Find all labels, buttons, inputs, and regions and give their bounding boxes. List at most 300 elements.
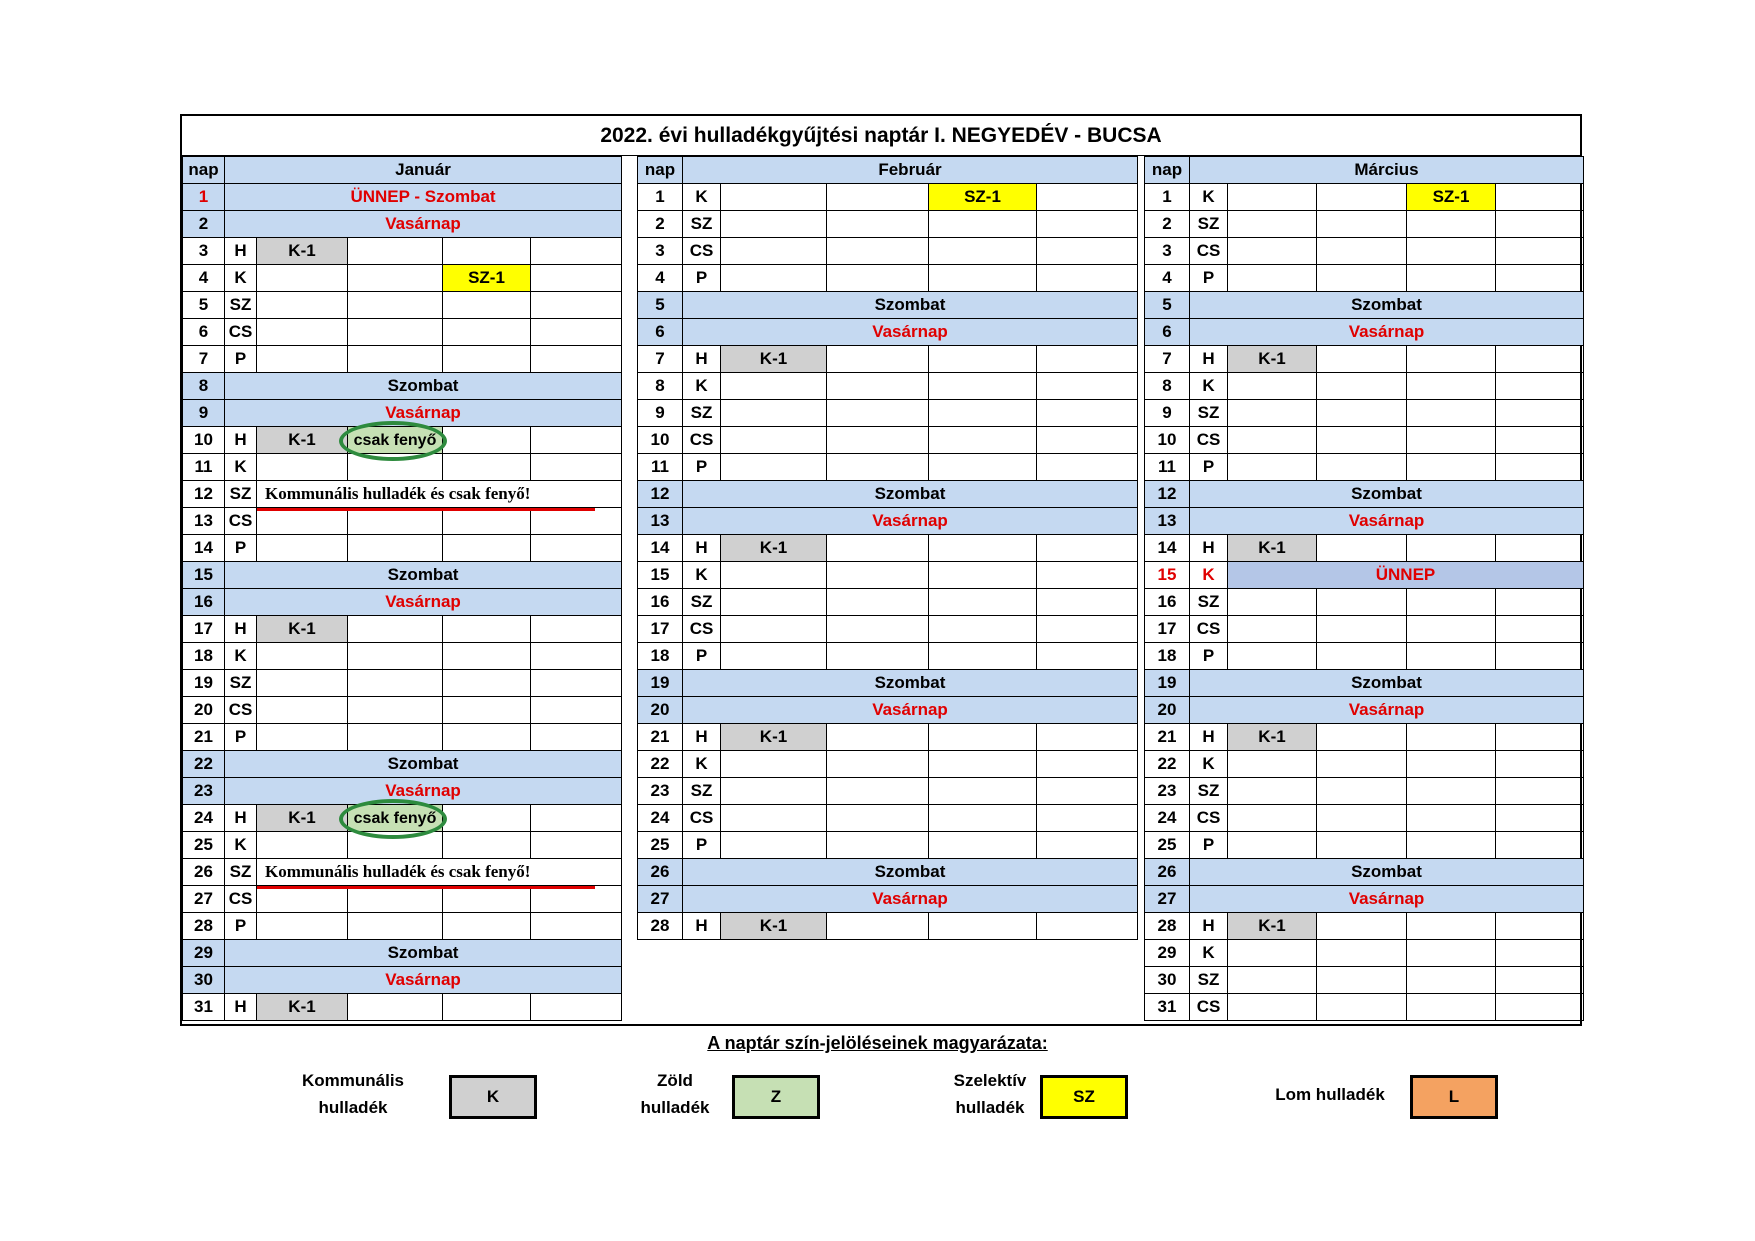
empty-cell bbox=[1317, 400, 1407, 427]
weekday-code: CS bbox=[1190, 616, 1228, 643]
day-number: 7 bbox=[638, 346, 683, 373]
weekday-code: P bbox=[683, 643, 721, 670]
day-number: 9 bbox=[1145, 400, 1190, 427]
day-number: 24 bbox=[183, 805, 225, 832]
empty-cell bbox=[348, 697, 443, 724]
day-number: 3 bbox=[183, 238, 225, 265]
day-row bbox=[183, 751, 622, 778]
day-row bbox=[638, 211, 1138, 238]
empty-cell bbox=[1496, 346, 1584, 373]
day-number: 22 bbox=[1145, 751, 1190, 778]
empty-cell bbox=[1407, 265, 1496, 292]
empty-cell bbox=[1496, 913, 1584, 940]
empty-cell bbox=[443, 454, 531, 481]
empty-cell bbox=[531, 913, 622, 940]
day-row bbox=[638, 859, 1138, 886]
weekend-label: Vasárnap bbox=[225, 778, 622, 805]
day-number: 21 bbox=[638, 724, 683, 751]
day-row bbox=[183, 589, 622, 616]
day-row bbox=[638, 886, 1138, 913]
empty-cell bbox=[1407, 913, 1496, 940]
empty-cell bbox=[257, 670, 348, 697]
day-row bbox=[1145, 292, 1584, 319]
empty-cell bbox=[1228, 805, 1317, 832]
empty-cell bbox=[1228, 940, 1317, 967]
empty-cell bbox=[531, 346, 622, 373]
empty-cell bbox=[827, 805, 929, 832]
weekday-code: P bbox=[1190, 832, 1228, 859]
weekday-code: K bbox=[683, 562, 721, 589]
day-row bbox=[183, 886, 622, 913]
weekend-label: Vasárnap bbox=[683, 508, 1138, 535]
empty-cell bbox=[1317, 211, 1407, 238]
day-row bbox=[183, 238, 622, 265]
empty-cell bbox=[1228, 589, 1317, 616]
day-row bbox=[638, 589, 1138, 616]
collection-cell: SZ-1 bbox=[1407, 184, 1496, 211]
day-row bbox=[1145, 589, 1584, 616]
weekend-label: Szombat bbox=[1190, 292, 1584, 319]
empty-cell bbox=[1496, 265, 1584, 292]
empty-cell bbox=[1407, 211, 1496, 238]
collection-cell: K-1 bbox=[257, 805, 348, 832]
empty-cell bbox=[1228, 238, 1317, 265]
weekday-code: CS bbox=[225, 697, 257, 724]
day-number: 27 bbox=[183, 886, 225, 913]
weekday-code: SZ bbox=[1190, 967, 1228, 994]
empty-cell bbox=[531, 292, 622, 319]
day-number: 12 bbox=[183, 481, 225, 508]
day-number: 24 bbox=[1145, 805, 1190, 832]
empty-cell bbox=[1407, 589, 1496, 616]
day-number: 16 bbox=[183, 589, 225, 616]
weekday-code: K bbox=[225, 832, 257, 859]
empty-cell bbox=[1228, 616, 1317, 643]
empty-cell bbox=[531, 643, 622, 670]
weekday-code: SZ bbox=[225, 292, 257, 319]
weekday-code: SZ bbox=[1190, 211, 1228, 238]
empty-cell bbox=[721, 778, 827, 805]
day-row bbox=[638, 319, 1138, 346]
empty-cell bbox=[1317, 265, 1407, 292]
empty-cell bbox=[348, 454, 443, 481]
weekday-code: K bbox=[1190, 562, 1228, 589]
empty-cell bbox=[1228, 751, 1317, 778]
empty-cell bbox=[929, 724, 1037, 751]
day-number: 23 bbox=[183, 778, 225, 805]
empty-cell bbox=[443, 805, 531, 832]
empty-cell bbox=[1407, 994, 1496, 1021]
day-number: 23 bbox=[1145, 778, 1190, 805]
empty-cell bbox=[257, 319, 348, 346]
empty-cell bbox=[1407, 346, 1496, 373]
empty-cell bbox=[929, 643, 1037, 670]
empty-cell bbox=[1037, 346, 1138, 373]
day-number: 12 bbox=[638, 481, 683, 508]
day-row bbox=[1145, 886, 1584, 913]
day-row bbox=[183, 859, 622, 886]
empty-cell bbox=[1496, 184, 1584, 211]
day-number: 10 bbox=[183, 427, 225, 454]
day-number: 16 bbox=[638, 589, 683, 616]
empty-cell bbox=[257, 643, 348, 670]
empty-cell bbox=[531, 670, 622, 697]
empty-cell bbox=[348, 535, 443, 562]
note-wrapper bbox=[257, 859, 621, 885]
day-row bbox=[1145, 211, 1584, 238]
month-name: Március bbox=[1190, 157, 1584, 184]
empty-cell bbox=[348, 616, 443, 643]
empty-cell bbox=[257, 697, 348, 724]
empty-cell bbox=[531, 724, 622, 751]
empty-cell bbox=[443, 643, 531, 670]
weekend-label: Szombat bbox=[1190, 670, 1584, 697]
day-number: 31 bbox=[183, 994, 225, 1021]
day-number: 18 bbox=[1145, 643, 1190, 670]
empty-cell bbox=[827, 724, 929, 751]
weekday-code: P bbox=[225, 535, 257, 562]
empty-cell bbox=[1496, 238, 1584, 265]
weekday-code: H bbox=[225, 616, 257, 643]
legend-swatch: L bbox=[1410, 1075, 1498, 1119]
day-number: 5 bbox=[183, 292, 225, 319]
empty-cell bbox=[1407, 778, 1496, 805]
day-row bbox=[183, 832, 622, 859]
weekday-code: H bbox=[225, 994, 257, 1021]
empty-cell bbox=[1317, 913, 1407, 940]
collection-cell: K-1 bbox=[1228, 913, 1317, 940]
empty-cell bbox=[348, 724, 443, 751]
legend-label-line1: Kommunális bbox=[301, 1071, 405, 1090]
empty-cell bbox=[443, 670, 531, 697]
empty-cell bbox=[1496, 400, 1584, 427]
day-number: 13 bbox=[638, 508, 683, 535]
weekday-code: H bbox=[1190, 724, 1228, 751]
day-row bbox=[1145, 346, 1584, 373]
empty-cell bbox=[443, 616, 531, 643]
empty-cell bbox=[1317, 427, 1407, 454]
day-row bbox=[183, 427, 622, 454]
empty-cell bbox=[1037, 373, 1138, 400]
collection-cell: K-1 bbox=[721, 724, 827, 751]
empty-cell bbox=[1496, 832, 1584, 859]
empty-cell bbox=[929, 427, 1037, 454]
day-row bbox=[1145, 319, 1584, 346]
day-number: 18 bbox=[183, 643, 225, 670]
day-number: 28 bbox=[183, 913, 225, 940]
column-header-nap: nap bbox=[183, 157, 225, 184]
empty-cell bbox=[348, 670, 443, 697]
day-number: 26 bbox=[1145, 859, 1190, 886]
empty-cell bbox=[1496, 643, 1584, 670]
day-row bbox=[183, 319, 622, 346]
day-number: 17 bbox=[183, 616, 225, 643]
column-header-nap: nap bbox=[1145, 157, 1190, 184]
legend-label-line1: Szelektív bbox=[953, 1071, 1027, 1090]
empty-cell bbox=[443, 724, 531, 751]
calendar-sheet bbox=[180, 114, 1582, 1026]
weekend-label: Vasárnap bbox=[1190, 508, 1584, 535]
day-row bbox=[1145, 697, 1584, 724]
empty-cell bbox=[1407, 616, 1496, 643]
day-row bbox=[1145, 994, 1584, 1021]
empty-cell bbox=[827, 238, 929, 265]
weekend-label: Vasárnap bbox=[683, 697, 1138, 724]
day-row bbox=[638, 616, 1138, 643]
day-number: 29 bbox=[1145, 940, 1190, 967]
empty-cell bbox=[1037, 265, 1138, 292]
empty-cell bbox=[1407, 724, 1496, 751]
empty-cell bbox=[1228, 211, 1317, 238]
weekday-code: H bbox=[683, 913, 721, 940]
legend-label-line2: hulladék bbox=[955, 1098, 1025, 1117]
empty-cell bbox=[1496, 454, 1584, 481]
weekend-label: Vasárnap bbox=[225, 589, 622, 616]
empty-cell bbox=[721, 643, 827, 670]
empty-cell bbox=[827, 778, 929, 805]
empty-cell bbox=[531, 697, 622, 724]
empty-cell bbox=[1407, 751, 1496, 778]
empty-cell bbox=[1407, 643, 1496, 670]
weekday-code: CS bbox=[225, 508, 257, 535]
empty-cell bbox=[721, 805, 827, 832]
day-number: 19 bbox=[638, 670, 683, 697]
empty-cell bbox=[257, 724, 348, 751]
weekend-label: Szombat bbox=[1190, 481, 1584, 508]
day-number: 21 bbox=[183, 724, 225, 751]
day-row bbox=[183, 805, 622, 832]
day-row bbox=[1145, 832, 1584, 859]
empty-cell bbox=[1037, 400, 1138, 427]
empty-cell bbox=[721, 427, 827, 454]
day-row bbox=[1145, 805, 1584, 832]
collection-cell: K-1 bbox=[1228, 535, 1317, 562]
empty-cell bbox=[348, 292, 443, 319]
empty-cell bbox=[1496, 535, 1584, 562]
weekday-code: P bbox=[225, 346, 257, 373]
month-table-2 bbox=[1144, 156, 1584, 1021]
day-number: 10 bbox=[1145, 427, 1190, 454]
empty-cell bbox=[348, 508, 443, 535]
day-number: 5 bbox=[1145, 292, 1190, 319]
day-number: 2 bbox=[183, 211, 225, 238]
day-number: 18 bbox=[638, 643, 683, 670]
weekend-label: Vasárnap bbox=[1190, 319, 1584, 346]
empty-cell bbox=[1228, 184, 1317, 211]
weekday-code: H bbox=[225, 427, 257, 454]
day-row bbox=[1145, 373, 1584, 400]
empty-cell bbox=[1317, 535, 1407, 562]
collection-cell bbox=[348, 427, 443, 454]
empty-cell bbox=[1037, 805, 1138, 832]
collection-cell: K-1 bbox=[721, 913, 827, 940]
weekend-label: Vasárnap bbox=[225, 400, 622, 427]
day-row bbox=[638, 535, 1138, 562]
empty-cell bbox=[827, 427, 929, 454]
day-row bbox=[1145, 913, 1584, 940]
day-number: 28 bbox=[1145, 913, 1190, 940]
empty-cell bbox=[929, 454, 1037, 481]
collection-cell: K-1 bbox=[257, 616, 348, 643]
empty-cell bbox=[443, 292, 531, 319]
weekday-code: CS bbox=[683, 616, 721, 643]
empty-cell bbox=[1496, 616, 1584, 643]
day-number: 29 bbox=[183, 940, 225, 967]
empty-cell bbox=[1407, 238, 1496, 265]
weekend-label: Vasárnap bbox=[225, 967, 622, 994]
day-row bbox=[638, 373, 1138, 400]
empty-cell bbox=[1317, 454, 1407, 481]
day-number: 10 bbox=[638, 427, 683, 454]
weekday-code: P bbox=[683, 265, 721, 292]
weekday-code: K bbox=[1190, 751, 1228, 778]
empty-cell bbox=[531, 535, 622, 562]
empty-cell bbox=[531, 805, 622, 832]
legend-label-line2: hulladék bbox=[318, 1098, 388, 1117]
page-title: 2022. évi hulladékgyűjtési naptár I. NEGYEDÉV - BUCSA bbox=[182, 116, 1580, 156]
day-row bbox=[183, 481, 622, 508]
collection-cell: K-1 bbox=[1228, 724, 1317, 751]
empty-cell bbox=[827, 643, 929, 670]
day-row bbox=[1145, 751, 1584, 778]
empty-cell bbox=[1037, 589, 1138, 616]
day-number: 20 bbox=[183, 697, 225, 724]
day-number: 14 bbox=[638, 535, 683, 562]
day-row bbox=[183, 616, 622, 643]
empty-cell bbox=[1037, 211, 1138, 238]
empty-cell bbox=[721, 400, 827, 427]
empty-cell bbox=[1407, 832, 1496, 859]
collection-cell: K-1 bbox=[721, 535, 827, 562]
weekday-code: K bbox=[683, 184, 721, 211]
empty-cell bbox=[257, 886, 348, 913]
collection-cell: K-1 bbox=[257, 238, 348, 265]
weekend-label: Szombat bbox=[225, 751, 622, 778]
empty-cell bbox=[1037, 562, 1138, 589]
empty-cell bbox=[1037, 427, 1138, 454]
empty-cell bbox=[721, 616, 827, 643]
day-row bbox=[638, 400, 1138, 427]
empty-cell bbox=[1407, 967, 1496, 994]
empty-cell bbox=[827, 535, 929, 562]
month-table-1 bbox=[637, 156, 1138, 940]
day-number: 3 bbox=[638, 238, 683, 265]
empty-cell bbox=[1496, 211, 1584, 238]
weekday-code: P bbox=[1190, 265, 1228, 292]
empty-cell bbox=[929, 832, 1037, 859]
empty-cell bbox=[1407, 535, 1496, 562]
day-row bbox=[183, 346, 622, 373]
empty-cell bbox=[1037, 724, 1138, 751]
day-number: 14 bbox=[183, 535, 225, 562]
empty-cell bbox=[1496, 994, 1584, 1021]
empty-cell bbox=[1037, 535, 1138, 562]
collection-cell: SZ-1 bbox=[929, 184, 1037, 211]
empty-cell bbox=[721, 373, 827, 400]
day-row bbox=[183, 724, 622, 751]
legend-label bbox=[268, 1067, 438, 1121]
weekday-code: CS bbox=[1190, 238, 1228, 265]
weekday-code: P bbox=[1190, 454, 1228, 481]
empty-cell bbox=[531, 994, 622, 1021]
weekend-label: Vasárnap bbox=[1190, 886, 1584, 913]
day-row bbox=[183, 454, 622, 481]
column-header-nap: nap bbox=[638, 157, 683, 184]
weekend-label: Szombat bbox=[225, 373, 622, 400]
day-number: 20 bbox=[638, 697, 683, 724]
empty-cell bbox=[1037, 616, 1138, 643]
weekday-code: P bbox=[225, 913, 257, 940]
day-row bbox=[183, 211, 622, 238]
empty-cell bbox=[721, 589, 827, 616]
weekday-code: SZ bbox=[225, 670, 257, 697]
day-row bbox=[183, 184, 622, 211]
weekend-label: Szombat bbox=[225, 562, 622, 589]
empty-cell bbox=[1037, 454, 1138, 481]
legend-label bbox=[620, 1067, 730, 1121]
day-number: 30 bbox=[1145, 967, 1190, 994]
empty-cell bbox=[1317, 994, 1407, 1021]
day-number: 20 bbox=[1145, 697, 1190, 724]
empty-cell bbox=[1317, 238, 1407, 265]
day-number: 7 bbox=[183, 346, 225, 373]
holiday-label: ÜNNEP bbox=[1228, 562, 1584, 589]
empty-cell bbox=[1037, 238, 1138, 265]
empty-cell bbox=[1228, 967, 1317, 994]
weekday-code: H bbox=[683, 724, 721, 751]
weekday-code: CS bbox=[1190, 805, 1228, 832]
empty-cell bbox=[531, 319, 622, 346]
day-number: 3 bbox=[1145, 238, 1190, 265]
day-row bbox=[183, 940, 622, 967]
weekday-code: SZ bbox=[1190, 778, 1228, 805]
empty-cell bbox=[721, 238, 827, 265]
day-number: 31 bbox=[1145, 994, 1190, 1021]
day-number: 17 bbox=[638, 616, 683, 643]
green-waste-label: csak fenyő bbox=[353, 432, 437, 449]
note-cell bbox=[257, 859, 622, 886]
empty-cell bbox=[443, 319, 531, 346]
legend-label-line1: Lom hulladék bbox=[1275, 1085, 1385, 1104]
empty-cell bbox=[929, 211, 1037, 238]
empty-cell bbox=[1317, 832, 1407, 859]
day-row bbox=[638, 562, 1138, 589]
weekday-code: H bbox=[683, 535, 721, 562]
day-number: 4 bbox=[183, 265, 225, 292]
empty-cell bbox=[1496, 373, 1584, 400]
empty-cell bbox=[1496, 724, 1584, 751]
day-row bbox=[183, 994, 622, 1021]
day-number: 26 bbox=[638, 859, 683, 886]
empty-cell bbox=[929, 373, 1037, 400]
weekend-label: Szombat bbox=[683, 670, 1138, 697]
weekday-code: K bbox=[225, 643, 257, 670]
collection-cell: K-1 bbox=[1228, 346, 1317, 373]
day-number: 1 bbox=[183, 184, 225, 211]
empty-cell bbox=[1317, 373, 1407, 400]
weekday-code: K bbox=[683, 373, 721, 400]
empty-cell bbox=[1317, 805, 1407, 832]
day-row bbox=[638, 292, 1138, 319]
empty-cell bbox=[1317, 967, 1407, 994]
legend-label-line1: Zöld bbox=[657, 1071, 693, 1090]
empty-cell bbox=[348, 265, 443, 292]
empty-cell bbox=[443, 994, 531, 1021]
weekend-label: Szombat bbox=[683, 292, 1138, 319]
empty-cell bbox=[721, 184, 827, 211]
empty-cell bbox=[1407, 373, 1496, 400]
empty-cell bbox=[1317, 778, 1407, 805]
